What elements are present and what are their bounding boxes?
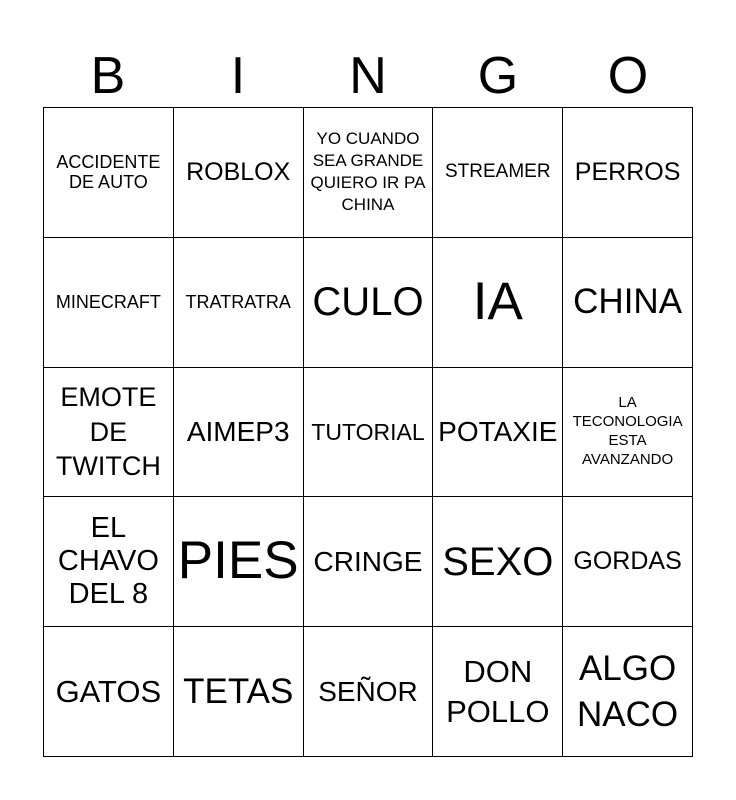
bingo-cell[interactable]: STREAMER bbox=[433, 108, 563, 238]
bingo-cell[interactable]: AIMEP3 bbox=[174, 368, 304, 498]
bingo-cell[interactable]: EL CHAVO DEL 8 bbox=[44, 497, 174, 627]
header-letter-o: O bbox=[607, 47, 649, 105]
bingo-cell[interactable]: PIES bbox=[174, 497, 304, 627]
bingo-cell[interactable]: TETAS bbox=[174, 627, 304, 757]
bingo-cell[interactable]: ROBLOX bbox=[174, 108, 304, 238]
bingo-cell[interactable]: GORDAS bbox=[563, 497, 693, 627]
bingo-cell[interactable]: YO CUANDO SEA GRANDE QUIERO IR PA CHINA bbox=[304, 108, 434, 238]
bingo-cell[interactable]: ALGO NACO bbox=[563, 627, 693, 757]
header-letter-i: I bbox=[230, 47, 246, 105]
bingo-cell[interactable]: EMOTE DE TWITCH bbox=[44, 368, 174, 498]
bingo-cell[interactable]: TRATRATRA bbox=[174, 238, 304, 368]
header-letter-n: N bbox=[349, 47, 387, 105]
header-letter-b: B bbox=[90, 47, 126, 105]
bingo-header bbox=[43, 44, 693, 108]
bingo-cell[interactable]: MINECRAFT bbox=[44, 238, 174, 368]
bingo-cell[interactable]: POTAXIE bbox=[433, 368, 563, 498]
bingo-cell[interactable]: LA TECONOLOGIA ESTA AVANZANDO bbox=[563, 368, 693, 498]
bingo-cell[interactable]: SEÑOR bbox=[304, 627, 434, 757]
bingo-cell[interactable]: TUTORIAL bbox=[304, 368, 434, 498]
bingo-cell[interactable]: DON POLLO bbox=[433, 627, 563, 757]
bingo-cell[interactable]: GATOS bbox=[44, 627, 174, 757]
bingo-cell[interactable]: CHINA bbox=[563, 238, 693, 368]
bingo-cell[interactable]: IA bbox=[433, 238, 563, 368]
bingo-board bbox=[43, 107, 693, 757]
bingo-cell[interactable]: PERROS bbox=[563, 108, 693, 238]
bingo-cell[interactable]: ACCIDENTE DE AUTO bbox=[44, 108, 174, 238]
header-letter-g: G bbox=[477, 47, 519, 105]
bingo-cell[interactable]: SEXO bbox=[433, 497, 563, 627]
bingo-cell[interactable]: CULO bbox=[304, 238, 434, 368]
bingo-cell[interactable]: CRINGE bbox=[304, 497, 434, 627]
